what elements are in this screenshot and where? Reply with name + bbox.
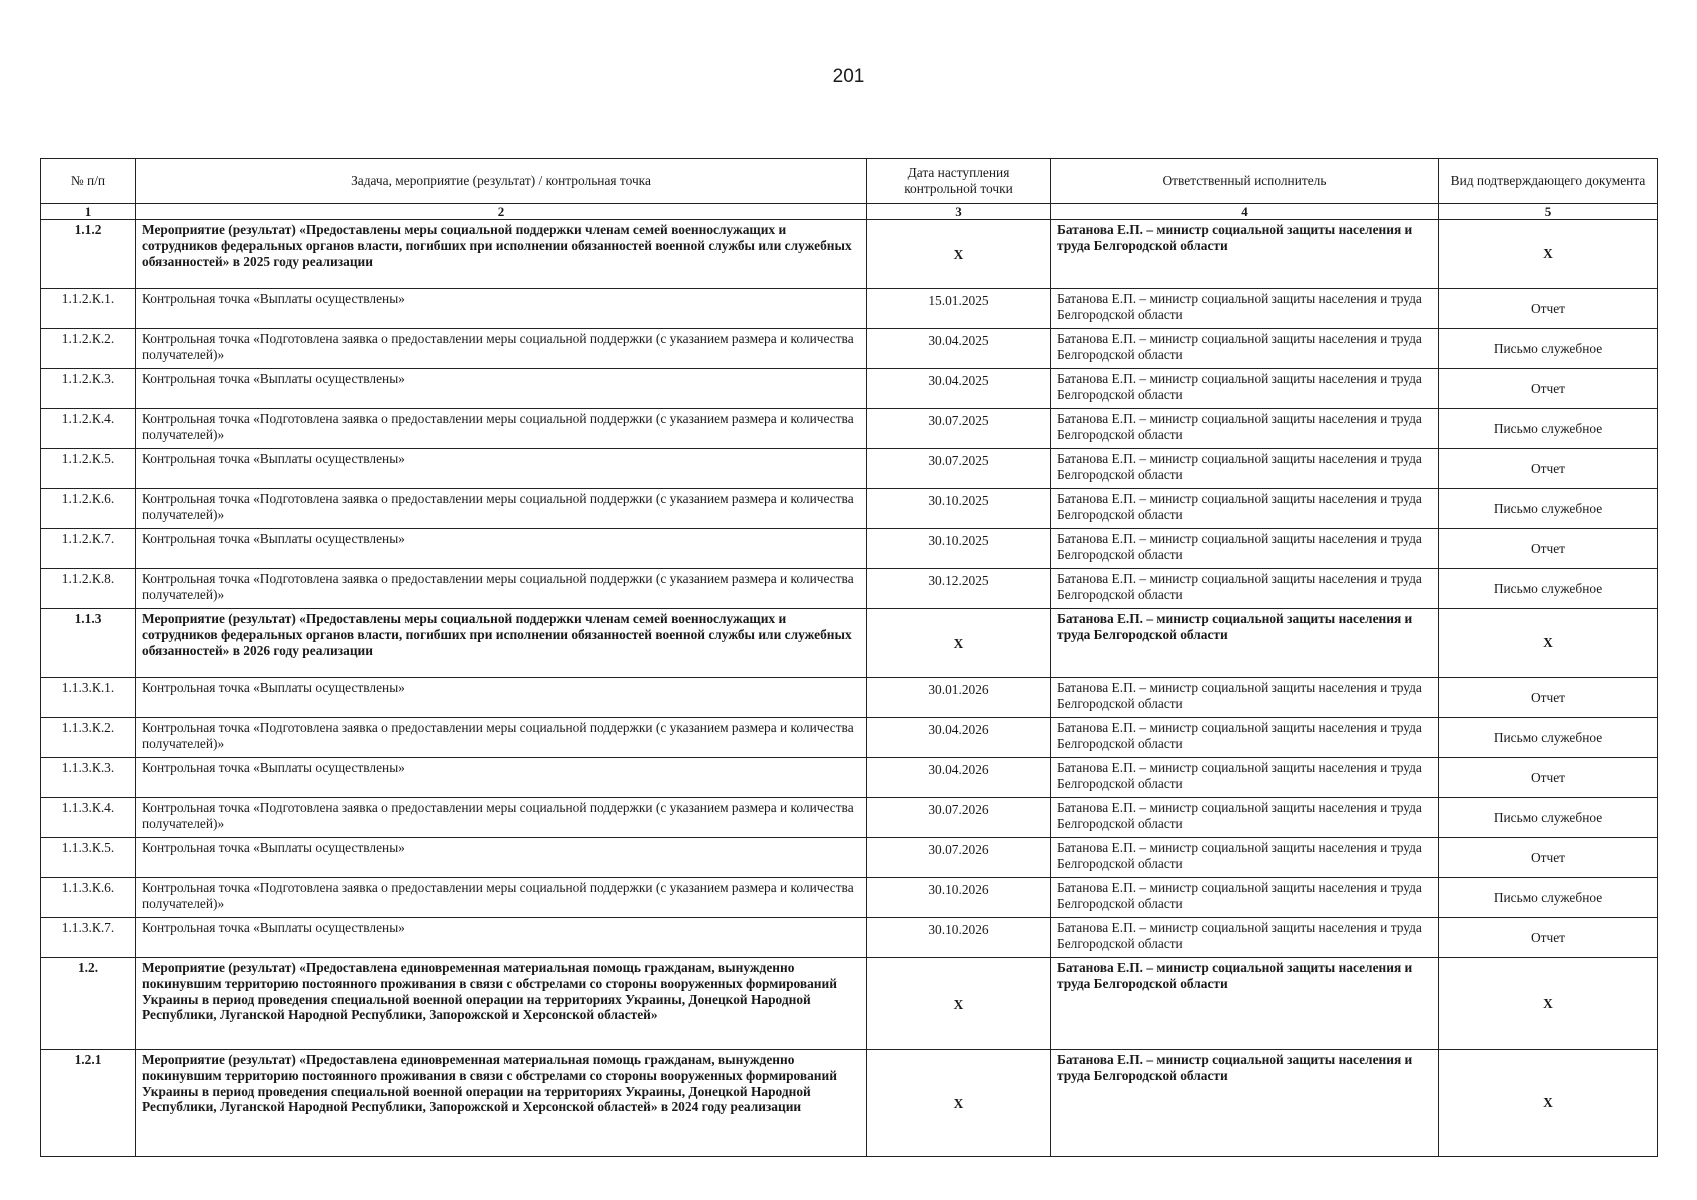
row-document: Письмо служебное xyxy=(1439,797,1658,837)
row-date: 30.04.2026 xyxy=(867,717,1051,757)
table-row xyxy=(41,957,1658,1049)
row-document: Письмо служебное xyxy=(1439,877,1658,917)
row-number: 1.1.3.К.4. xyxy=(41,797,136,837)
row-document: Отчет xyxy=(1439,368,1658,408)
row-document: Письмо служебное xyxy=(1439,568,1658,608)
row-document: X xyxy=(1439,219,1658,288)
table-row xyxy=(41,677,1658,717)
row-number: 1.1.2 xyxy=(41,219,136,288)
row-date: X xyxy=(867,1049,1051,1156)
table-row xyxy=(41,568,1658,608)
row-task: Мероприятие (результат) «Предоставлена единовременная материальная помощь гражданам, вынужденно покинувшим территорию постоянного проживания в связи с обстрелами со стороны вооруженных формирований Украины в период проведения специальной военной операции на территориях Украины, Донецкой Народной Республики, Луганской Народной Республики, Запорожской и Херсонской областей» в 2024 году реализации xyxy=(136,1049,867,1156)
column-number: 4 xyxy=(1051,203,1439,219)
control-points-table xyxy=(40,158,1658,1157)
row-document: Отчет xyxy=(1439,288,1658,328)
row-number: 1.1.2.К.5. xyxy=(41,448,136,488)
row-task: Мероприятие (результат) «Предоставлена единовременная материальная помощь гражданам, вынужденно покинувшим территорию постоянного проживания в связи с обстрелами со стороны вооруженных формирований Украины в период проведения специальной военной операции на территориях Украины, Донецкой Народной Республики, Луганской Народной Республики, Запорожской и Херсонской областей» xyxy=(136,957,867,1049)
row-number: 1.1.2.К.2. xyxy=(41,328,136,368)
row-date: 15.01.2025 xyxy=(867,288,1051,328)
header-document: Вид подтверждающего документа xyxy=(1439,159,1658,204)
row-responsible: Батанова Е.П. – министр социальной защиты населения и труда Белгородской области xyxy=(1051,917,1439,957)
row-date: 30.10.2026 xyxy=(867,877,1051,917)
row-task: Контрольная точка «Подготовлена заявка о предоставлении меры социальной поддержки (с указанием размера и количества получателей)» xyxy=(136,568,867,608)
row-responsible: Батанова Е.П. – министр социальной защиты населения и труда Белгородской области xyxy=(1051,797,1439,837)
row-date: 30.07.2026 xyxy=(867,797,1051,837)
row-task: Мероприятие (результат) «Предоставлены меры социальной поддержки членам семей военнослужащих и сотрудников федеральных органов власти, погибших при исполнении обязанностей военной службы или служебных обязанностей» в 2026 году реализации xyxy=(136,608,867,677)
row-responsible: Батанова Е.П. – министр социальной защиты населения и труда Белгородской области xyxy=(1051,1049,1439,1156)
table-row xyxy=(41,488,1658,528)
row-document: Отчет xyxy=(1439,917,1658,957)
row-task: Контрольная точка «Выплаты осуществлены» xyxy=(136,448,867,488)
row-date: 30.07.2025 xyxy=(867,448,1051,488)
row-document: Письмо служебное xyxy=(1439,408,1658,448)
row-task: Контрольная точка «Выплаты осуществлены» xyxy=(136,837,867,877)
row-number: 1.1.3.К.2. xyxy=(41,717,136,757)
row-date: 30.10.2025 xyxy=(867,528,1051,568)
row-date: 30.10.2026 xyxy=(867,917,1051,957)
column-number: 1 xyxy=(41,203,136,219)
row-date: 30.12.2025 xyxy=(867,568,1051,608)
row-number: 1.1.2.К.1. xyxy=(41,288,136,328)
row-document: X xyxy=(1439,608,1658,677)
row-number: 1.1.2.К.8. xyxy=(41,568,136,608)
row-number: 1.2.1 xyxy=(41,1049,136,1156)
row-document: Письмо служебное xyxy=(1439,717,1658,757)
row-document: Отчет xyxy=(1439,757,1658,797)
column-number-row xyxy=(41,203,1658,219)
column-number: 2 xyxy=(136,203,867,219)
table-row xyxy=(41,368,1658,408)
row-document: X xyxy=(1439,957,1658,1049)
row-task: Контрольная точка «Выплаты осуществлены» xyxy=(136,677,867,717)
row-number: 1.1.2.К.6. xyxy=(41,488,136,528)
row-task: Контрольная точка «Подготовлена заявка о предоставлении меры социальной поддержки (с указанием размера и количества получателей)» xyxy=(136,328,867,368)
row-task: Контрольная точка «Выплаты осуществлены» xyxy=(136,757,867,797)
header-responsible: Ответственный исполнитель xyxy=(1051,159,1439,204)
row-responsible: Батанова Е.П. – министр социальной защиты населения и труда Белгородской области xyxy=(1051,757,1439,797)
row-number: 1.1.3.К.5. xyxy=(41,837,136,877)
row-task: Контрольная точка «Подготовлена заявка о предоставлении меры социальной поддержки (с указанием размера и количества получателей)» xyxy=(136,717,867,757)
row-responsible: Батанова Е.П. – министр социальной защиты населения и труда Белгородской области xyxy=(1051,408,1439,448)
row-date: 30.04.2025 xyxy=(867,328,1051,368)
row-responsible: Батанова Е.П. – министр социальной защиты населения и труда Белгородской области xyxy=(1051,328,1439,368)
row-document: Письмо служебное xyxy=(1439,328,1658,368)
row-responsible: Батанова Е.П. – министр социальной защиты населения и труда Белгородской области xyxy=(1051,448,1439,488)
row-responsible: Батанова Е.П. – министр социальной защиты населения и труда Белгородской области xyxy=(1051,717,1439,757)
table-row xyxy=(41,797,1658,837)
row-date: X xyxy=(867,608,1051,677)
row-task: Контрольная точка «Подготовлена заявка о предоставлении меры социальной поддержки (с указанием размера и количества получателей)» xyxy=(136,877,867,917)
row-date: X xyxy=(867,957,1051,1049)
table-row xyxy=(41,757,1658,797)
row-task: Контрольная точка «Выплаты осуществлены» xyxy=(136,368,867,408)
row-date: X xyxy=(867,219,1051,288)
row-number: 1.1.2.К.4. xyxy=(41,408,136,448)
row-responsible: Батанова Е.П. – министр социальной защиты населения и труда Белгородской области xyxy=(1051,288,1439,328)
header-date: Дата наступления контрольной точки xyxy=(867,159,1051,204)
row-date: 30.01.2026 xyxy=(867,677,1051,717)
row-number: 1.1.3.К.6. xyxy=(41,877,136,917)
page-number: 201 xyxy=(832,66,865,87)
table-row xyxy=(41,717,1658,757)
row-responsible: Батанова Е.П. – министр социальной защиты населения и труда Белгородской области xyxy=(1051,568,1439,608)
table-row xyxy=(41,877,1658,917)
table-row xyxy=(41,528,1658,568)
table-row xyxy=(41,1049,1658,1156)
table-row xyxy=(41,448,1658,488)
table-row xyxy=(41,917,1658,957)
row-task: Мероприятие (результат) «Предоставлены меры социальной поддержки членам семей военнослужащих и сотрудников федеральных органов власти, погибших при исполнении обязанностей военной службы или служебных обязанностей» в 2025 году реализации xyxy=(136,219,867,288)
table-row xyxy=(41,328,1658,368)
header-task: Задача, мероприятие (результат) / контрольная точка xyxy=(136,159,867,204)
row-responsible: Батанова Е.П. – министр социальной защиты населения и труда Белгородской области xyxy=(1051,219,1439,288)
table-row xyxy=(41,837,1658,877)
column-number: 3 xyxy=(867,203,1051,219)
column-number: 5 xyxy=(1439,203,1658,219)
row-number: 1.2. xyxy=(41,957,136,1049)
row-task: Контрольная точка «Выплаты осуществлены» xyxy=(136,288,867,328)
table-row xyxy=(41,608,1658,677)
table-row xyxy=(41,219,1658,288)
row-number: 1.1.3.К.1. xyxy=(41,677,136,717)
table-header-row xyxy=(41,159,1658,204)
row-date: 30.07.2025 xyxy=(867,408,1051,448)
row-document: Письмо служебное xyxy=(1439,488,1658,528)
row-date: 30.10.2025 xyxy=(867,488,1051,528)
row-number: 1.1.2.К.7. xyxy=(41,528,136,568)
row-task: Контрольная точка «Подготовлена заявка о предоставлении меры социальной поддержки (с указанием размера и количества получателей)» xyxy=(136,797,867,837)
row-date: 30.04.2026 xyxy=(867,757,1051,797)
row-task: Контрольная точка «Выплаты осуществлены» xyxy=(136,528,867,568)
row-document: X xyxy=(1439,1049,1658,1156)
row-number: 1.1.3 xyxy=(41,608,136,677)
row-task: Контрольная точка «Выплаты осуществлены» xyxy=(136,917,867,957)
row-responsible: Батанова Е.П. – министр социальной защиты населения и труда Белгородской области xyxy=(1051,837,1439,877)
row-number: 1.1.2.К.3. xyxy=(41,368,136,408)
row-task: Контрольная точка «Подготовлена заявка о предоставлении меры социальной поддержки (с указанием размера и количества получателей)» xyxy=(136,408,867,448)
row-responsible: Батанова Е.П. – министр социальной защиты населения и труда Белгородской области xyxy=(1051,957,1439,1049)
row-responsible: Батанова Е.П. – министр социальной защиты населения и труда Белгородской области xyxy=(1051,488,1439,528)
row-date: 30.07.2026 xyxy=(867,837,1051,877)
table-row xyxy=(41,408,1658,448)
row-responsible: Батанова Е.П. – министр социальной защиты населения и труда Белгородской области xyxy=(1051,877,1439,917)
row-date: 30.04.2025 xyxy=(867,368,1051,408)
header-number: № п/п xyxy=(41,159,136,204)
row-document: Отчет xyxy=(1439,528,1658,568)
row-document: Отчет xyxy=(1439,677,1658,717)
row-responsible: Батанова Е.П. – министр социальной защиты населения и труда Белгородской области xyxy=(1051,368,1439,408)
row-task: Контрольная точка «Подготовлена заявка о предоставлении меры социальной поддержки (с указанием размера и количества получателей)» xyxy=(136,488,867,528)
row-number: 1.1.3.К.7. xyxy=(41,917,136,957)
row-number: 1.1.3.К.3. xyxy=(41,757,136,797)
table-row xyxy=(41,288,1658,328)
row-document: Отчет xyxy=(1439,837,1658,877)
row-responsible: Батанова Е.П. – министр социальной защиты населения и труда Белгородской области xyxy=(1051,677,1439,717)
row-responsible: Батанова Е.П. – министр социальной защиты населения и труда Белгородской области xyxy=(1051,528,1439,568)
row-document: Отчет xyxy=(1439,448,1658,488)
row-responsible: Батанова Е.П. – министр социальной защиты населения и труда Белгородской области xyxy=(1051,608,1439,677)
